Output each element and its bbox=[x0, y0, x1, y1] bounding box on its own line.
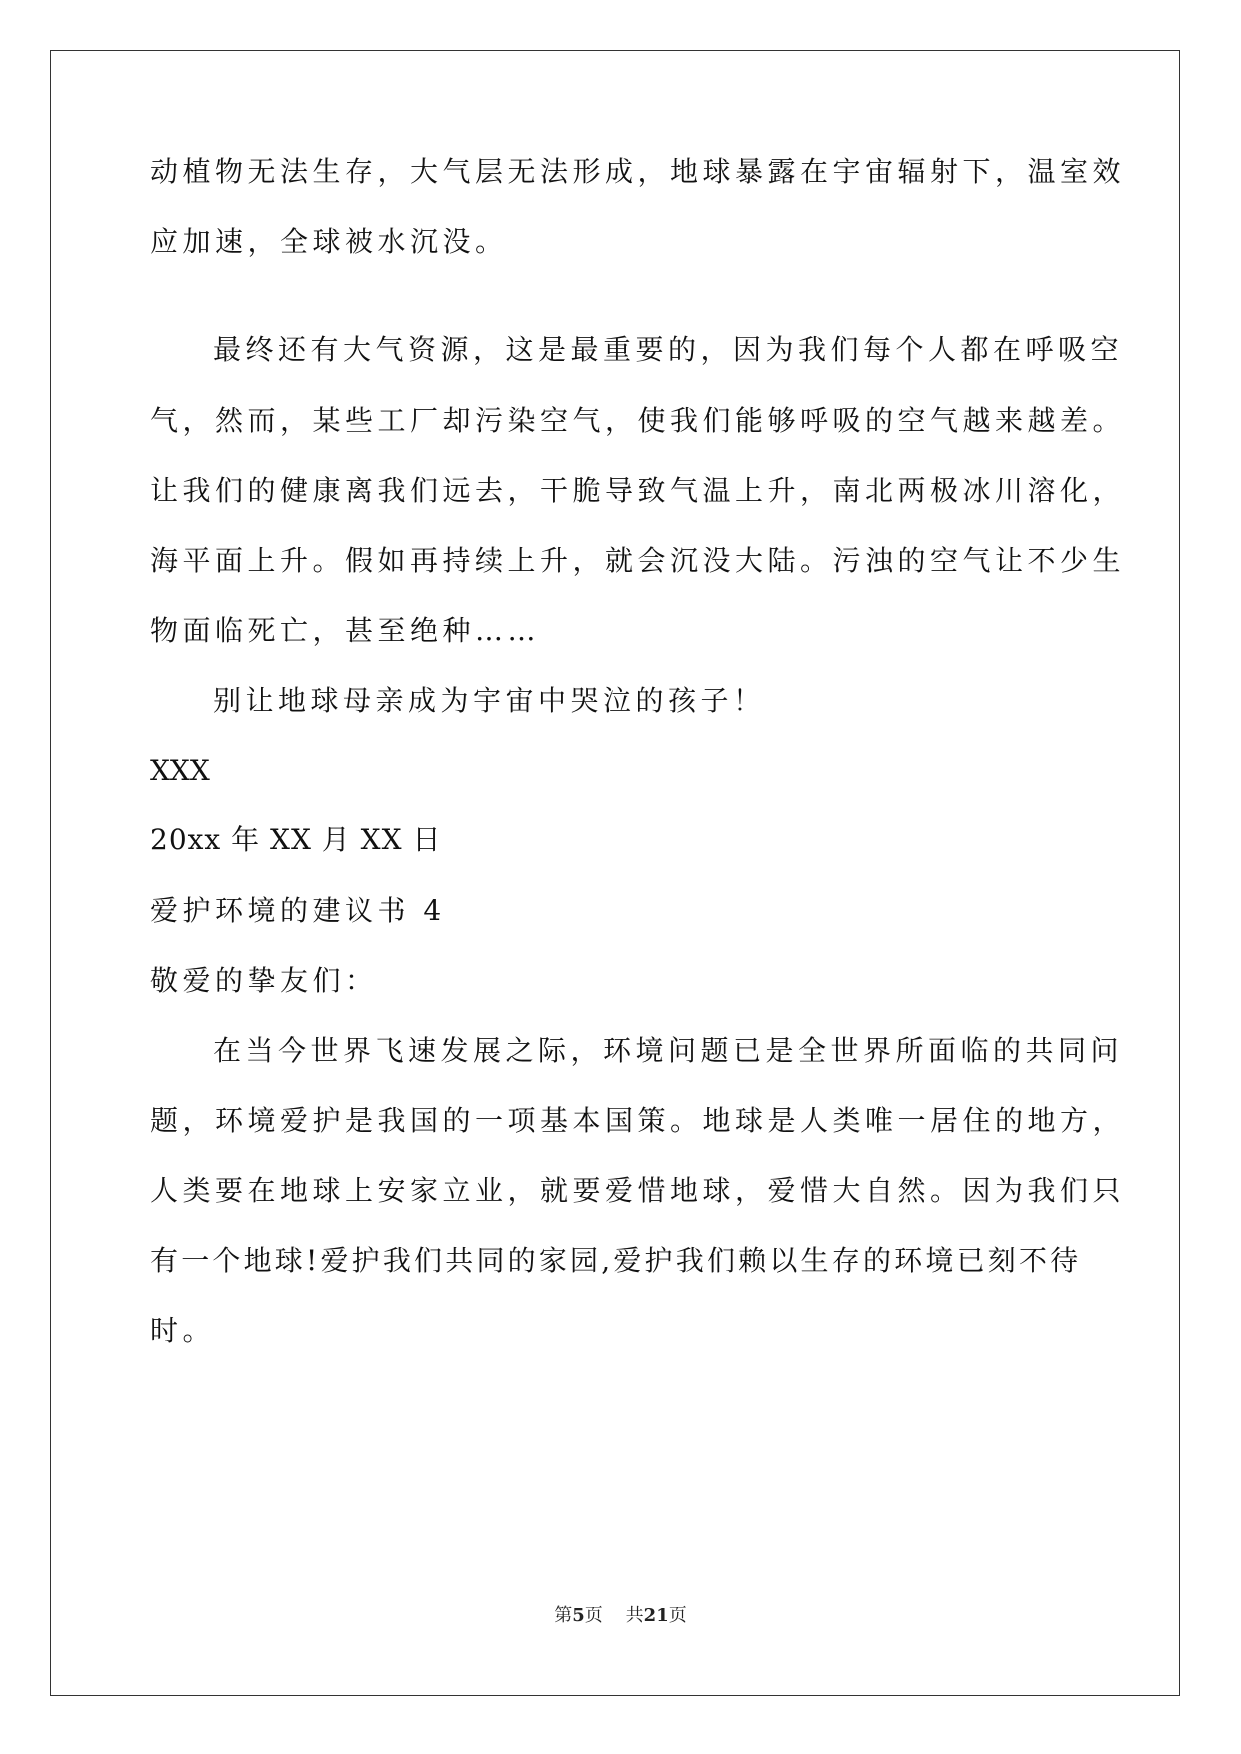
body-text-line: 有一个地球!爱护我们共同的家园,爱护我们赖以生存的环境已刻不待 bbox=[150, 1244, 1082, 1277]
paragraph-text-line: 在当今世界飞速发展之际，环境问题已是全世界所面临的共同问 bbox=[213, 1034, 1124, 1067]
signature-line: XXX bbox=[150, 754, 210, 787]
body-text-line: 应加速，全球被水沉没。 bbox=[150, 225, 508, 258]
salutation-line: 敬爱的挚友们： bbox=[150, 964, 378, 997]
body-text-line: 时。 bbox=[150, 1314, 216, 1347]
footer-page-prefix: 第 bbox=[554, 1605, 573, 1626]
section-title: 爱护环境的建议书 4 bbox=[150, 894, 446, 927]
page-border bbox=[50, 50, 1180, 1696]
body-text-line: 海平面上升。假如再持续上升，就会沉没大陆。污浊的空气让不少生 bbox=[150, 544, 1126, 577]
slogan-line: 别让地球母亲成为宇宙中哭泣的孩子！ bbox=[213, 684, 766, 717]
body-text-line: 人类要在地球上安家立业，就要爱惜地球，爱惜大自然。因为我们只 bbox=[150, 1174, 1126, 1207]
body-text-line: 气，然而，某些工厂却污染空气，使我们能够呼吸的空气越来越差。 bbox=[150, 404, 1126, 437]
paragraph-text-line: 最终还有大气资源，这是最重要的，因为我们每个人都在呼吸空 bbox=[213, 333, 1124, 366]
footer-total-pages: 21 bbox=[643, 1605, 669, 1626]
footer-total-suffix: 页 bbox=[668, 1605, 687, 1626]
footer-page-number: 5 bbox=[572, 1605, 585, 1626]
page-footer bbox=[0, 1604, 1241, 1628]
body-text-line: 让我们的健康离我们远去，干脆导致气温上升，南北两极冰川溶化， bbox=[150, 474, 1126, 507]
footer-total-prefix: 共 bbox=[625, 1605, 644, 1626]
footer-page-suffix: 页 bbox=[584, 1605, 603, 1626]
body-text-line: 物面临死亡，甚至绝种…… bbox=[150, 614, 541, 647]
body-text-line: 动植物无法生存，大气层无法形成，地球暴露在宇宙辐射下，温室效 bbox=[150, 155, 1126, 188]
body-text-line: 题，环境爱护是我国的一项基本国策。地球是人类唯一居住的地方， bbox=[150, 1104, 1126, 1137]
date-line: 20xx 年 XX 月 XX 日 bbox=[150, 823, 442, 856]
